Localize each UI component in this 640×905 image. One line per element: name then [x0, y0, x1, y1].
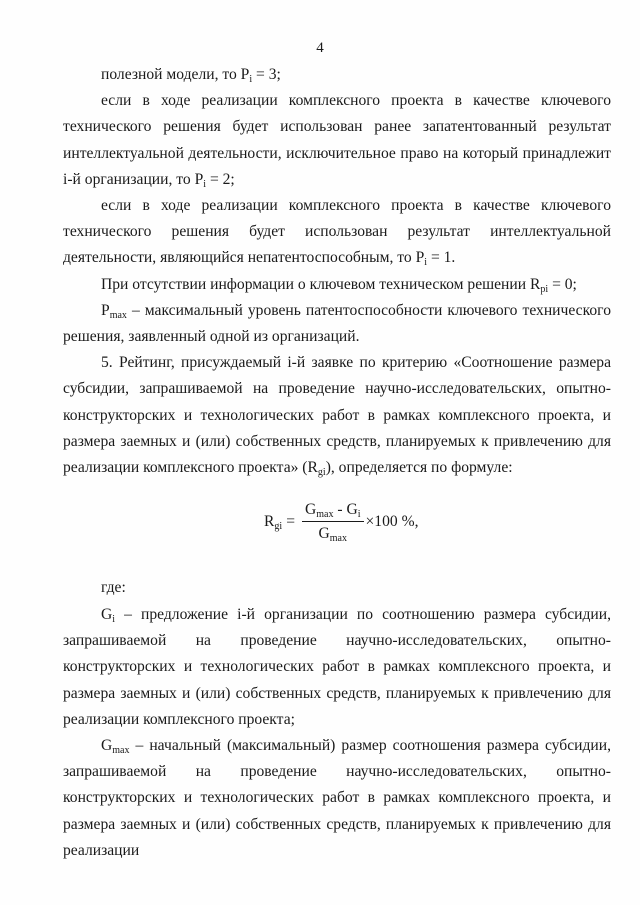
- paragraph: $P_{max}$ – максимальный уровень патентоспособности ключевого технического решения, заявленный одной из организаций.: [63, 301, 611, 346]
- paragraph: полезной модели, то $P_i = 3$;: [101, 66, 281, 85]
- paragraph: При отсутствии информации о ключевом техническом решении $R_{pi} = 0$;: [101, 275, 577, 295]
- upper-text-block: [63, 62, 611, 481]
- paragraph: если в ходе реализации комплексного проекта в качестве ключевого технического решения будет использован ранее запатентованный результат интеллектуальной деятельности, исключительное право на который принадлежит i-й организации, то $P_i = 2$;: [63, 92, 611, 190]
- paragraph: $G_{max}$ – начальный (максимальный) размер соотношения размера субсидии, запрашиваемой на проведение научно-исследовательских, опытно-конструкторских и технологических работ в рамках комплексного проекта, и размера заемных и (или) собственных средств, планируемых к привлечению для реализации: [63, 737, 611, 859]
- paragraph: если в ходе реализации комплексного проекта в качестве ключевого технического решения будет использован результат интеллектуальной деятельности, являющийся непатентоспособным, то $P_i = 1$.: [63, 197, 611, 269]
- formula-numerator: $G_{max} - G_i$: [302, 500, 364, 522]
- formula-rgi: [264, 500, 419, 543]
- formula-fraction: [302, 500, 364, 543]
- paragraph: 5. Рейтинг, присуждаемый i-й заявке по критерию «Соотношение размера субсидии, запрашиваемой на проведение научно-исследовательских, опытно-конструкторских и технологических работ в рамках комплексного проекта, и размера заемных и (или) собственных средств, планируемых к привлечению для реализации комплексного проекта» $(R_{gi})$, определяется по формуле:: [63, 354, 611, 479]
- formula-denominator: $G_{max}$: [318, 525, 347, 544]
- formula-tail: ×100 %,: [365, 512, 419, 530]
- paragraph: $G_i$ – предложение i-й организации по соотношению размера субсидии, запрашиваемой на проведение научно-исследовательских, опытно-конструкторских и технологических работ в рамках комплексного проекта, и размера заемных и (или) собственных средств, планируемых к привлечению для реализации комплексного проекта;: [63, 606, 611, 728]
- lower-text-block: [63, 602, 611, 864]
- formula-equals: =: [286, 512, 295, 530]
- where-label: где:: [101, 579, 126, 596]
- page-number: 4: [316, 40, 324, 56]
- formula-lhs: $R_{gi}$: [264, 512, 283, 532]
